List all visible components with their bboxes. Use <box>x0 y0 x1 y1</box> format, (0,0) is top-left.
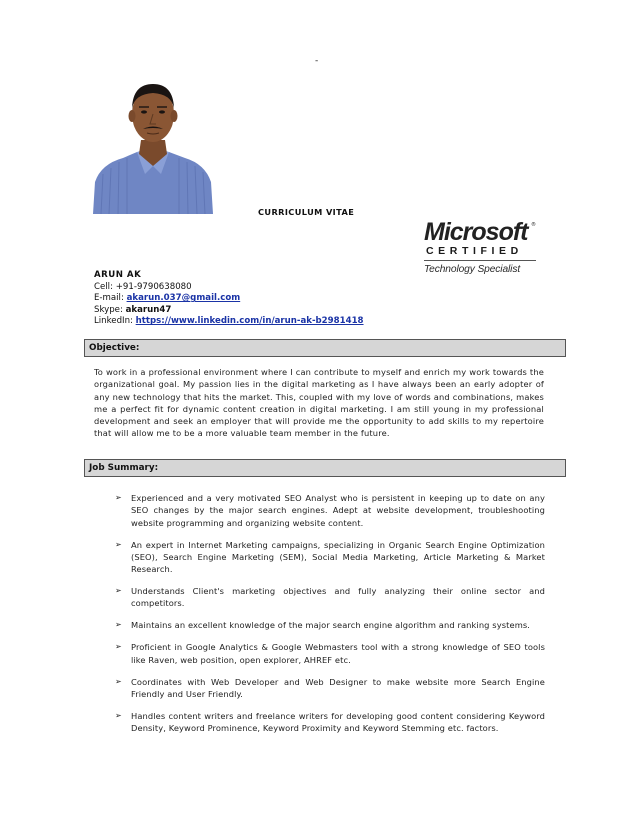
bullet-arrow-icon: ➢ <box>115 710 122 720</box>
linkedin-link[interactable]: https://www.linkedin.com/in/arun-ak-b2981418 <box>135 316 364 327</box>
logo-registered-mark: ® <box>531 222 536 228</box>
skype-line <box>94 305 364 317</box>
email-link[interactable]: akarun.037@gmail.com <box>126 293 241 304</box>
list-item <box>115 539 545 576</box>
list-item-text: An expert in Internet Marketing campaigns, specializing in Organic Search Engine Optimization (SEO), Search Engine Marketing (SEM), Social Media Marketing, Article Marketing & Market Research. <box>131 539 545 575</box>
objective-heading: Objective: <box>84 339 566 357</box>
logo-word: Microsoft <box>424 218 528 246</box>
contact-block <box>94 270 364 328</box>
list-item-text: Proficient in Google Analytics & Google Webmasters tool with a strong knowledge of SEO tools like Raven, web position, open explorer, AHREF etc. <box>131 642 545 665</box>
list-item <box>115 585 545 610</box>
list-item <box>115 492 545 529</box>
cell-line <box>94 282 364 294</box>
linkedin-label: LinkedIn: <box>94 316 136 327</box>
bullet-arrow-icon: ➢ <box>115 642 122 652</box>
bullet-arrow-icon: ➢ <box>115 586 122 596</box>
list-item <box>115 641 545 666</box>
list-item-text: Coordinates with Web Developer and Web Designer to make website more Search Engine Friendly and User Friendly. <box>131 676 545 699</box>
job-summary-list <box>115 492 545 744</box>
job-summary-heading: Job Summary: <box>84 459 566 477</box>
list-item <box>115 710 545 735</box>
bullet-arrow-icon: ➢ <box>115 676 122 686</box>
skype-value: akarun47 <box>125 304 172 315</box>
cell-value: +91-9790638080 <box>115 281 192 292</box>
document-title: CURRICULUM VITAE <box>258 207 355 217</box>
logo-certified: CERTIFIED <box>426 245 523 257</box>
skype-label: Skype: <box>94 304 126 315</box>
list-item-text: Maintains an excellent knowledge of the major search engine algorithm and ranking systems. <box>131 620 531 631</box>
bullet-arrow-icon: ➢ <box>115 539 122 549</box>
cell-label: Cell: <box>94 281 116 292</box>
list-item-text: Handles content writers and freelance writers for developing good content considering Keyword Density, Keyword Prominence, Keyword Proximity and Keyword Stemming etc. factors. <box>131 710 545 734</box>
objective-text: To work in a professional environment where I can contribute to myself and enrich my work towards the organizational goal. My passion lies in the digital marketing as I have always been an early adopter of any new technology that hits the market. This, coupled with my love of words and combinations, makes me a perfect fit for dynamic content creation in digital marketing. I am still young in my professional development and seek an employer that will provide me the opportunity to add skills to my repertoire that will allow me to be a more valuable team member in the future. <box>94 367 544 439</box>
bullet-arrow-icon: ➢ <box>115 493 122 502</box>
logo-specialist: Technology Specialist <box>424 264 521 275</box>
profile-photo <box>93 78 213 214</box>
list-item <box>115 619 545 631</box>
logo-divider <box>424 260 536 261</box>
list-item-text: Experienced and a very motivated SEO Analyst who is persistent in keeping up to date on any SEO changes by the major search engines. Adept at website development, troubleshooting website programming and organizing website content. <box>131 493 545 528</box>
bullet-arrow-icon: ➢ <box>115 620 122 630</box>
email-line <box>94 293 364 305</box>
email-label: E-mail: <box>94 293 127 304</box>
profile-photo-image <box>93 78 213 214</box>
list-item-text: Understands Client's marketing objectives and fully analyzing their online sector and competitors. <box>131 586 545 609</box>
list-item <box>115 676 545 701</box>
candidate-name: ARUN AK <box>94 270 142 280</box>
header-dash: - <box>315 56 319 66</box>
microsoft-certified-logo <box>424 218 538 282</box>
linkedin-line <box>94 316 364 328</box>
